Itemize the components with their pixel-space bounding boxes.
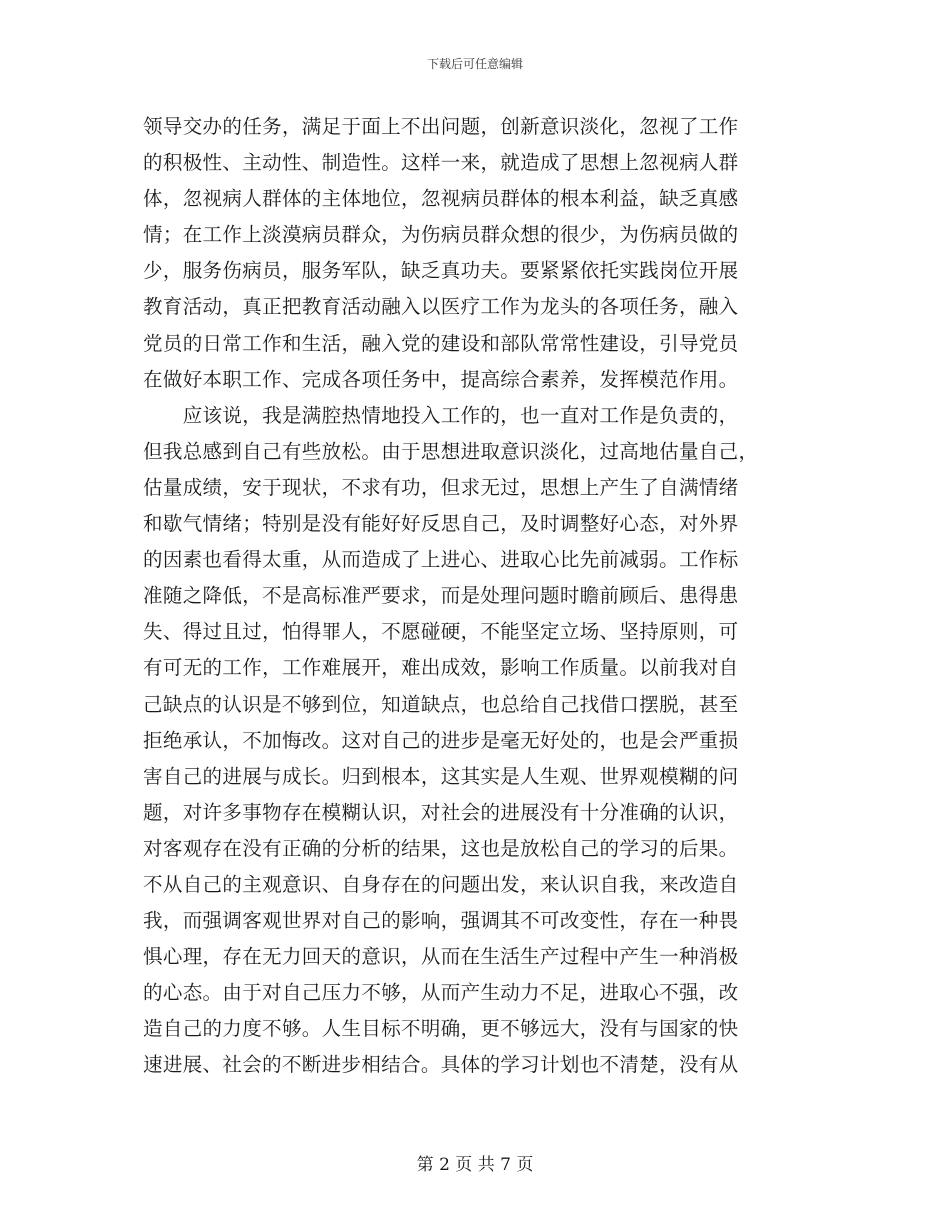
text-line: 领导交办的任务，满足于面上不出问题，创新意识淡化，忽视了工作 xyxy=(143,115,739,138)
text-line: 但我总感到自己有些放松。由于思想进取意识淡化，过高地估量自己， xyxy=(143,439,759,463)
text-line: 情；在工作上淡漠病员群众，为伤病员群众想的很少，为伤病员做的 xyxy=(143,223,739,247)
text-line: 失、得过且过，怕得罪人，不愿碰硬，不能坚定立场、坚持原则，可 xyxy=(143,620,739,644)
text-line: 在做好本职工作、完成各项任务中，提高综合素养，发挥模范作用。 xyxy=(143,367,739,391)
text-line: 估量成绩，安于现状，不求有功，但求无过，思想上产生了自满情绪 xyxy=(143,475,739,499)
text-line: 教育活动，真正把教育活动融入以医疗工作为龙头的各项任务，融入 xyxy=(143,295,739,319)
text-line: 不从自己的主观意识、自身存在的问题出发，来认识自我，来改造自 xyxy=(143,872,739,896)
text-line: 少，服务伤病员，服务军队，缺乏真功夫。要紧紧依托实践岗位开展 xyxy=(143,259,739,283)
text-line: 准随之降低，不是高标准严要求，而是处理问题时瞻前顾后、患得患 xyxy=(143,584,739,608)
text-line: 我，而强调客观世界对自己的影响，强调其不可改变性，存在一种畏 xyxy=(143,909,739,933)
text-line: 有可无的工作，工作难展开，难出成效，影响工作质量。以前我对自 xyxy=(143,656,739,680)
text-line: 害自己的进展与成长。归到根本，这其实是人生观、世界观模糊的问 xyxy=(143,764,739,788)
text-line: 题，对许多事物存在模糊认识，对社会的进展没有十分准确的认识， xyxy=(143,800,739,824)
text-line: 造自己的力度不够。人生目标不明确，更不够远大，没有与国家的快 xyxy=(143,1017,739,1041)
text-line: 和歇气情绪；特别是没有能好好反思自己，及时调整好心态，对外界 xyxy=(143,512,739,536)
text-line: 己缺点的认识是不够到位，知道缺点，也总给自己找借口摆脱，甚至 xyxy=(143,692,739,716)
text-line: 惧心理，存在无力回天的意识，从而在生活生产过程中产生一种消极 xyxy=(143,945,739,969)
text-line: 的因素也看得太重，从而造成了上进心、进取心比先前减弱。工作标 xyxy=(143,548,739,572)
document-body xyxy=(143,109,797,1084)
page-header: 下载后可任意编辑 xyxy=(426,57,523,71)
text-line: 体，忽视病人群体的主体地位，忽视病员群体的根本利益，缺乏真感 xyxy=(143,187,739,211)
text-line: 应该说，我是满腔热情地投入工作的，也一直对工作是负责的， xyxy=(143,403,739,427)
page-footer: 第 2 页 共 7 页 xyxy=(416,1155,534,1175)
text-line: 党员的日常工作和生活，融入党的建设和部队常常性建设，引导党员 xyxy=(143,331,739,355)
text-line: 对客观存在没有正确的分析的结果，这也是放松自己的学习的后果。 xyxy=(143,836,739,860)
text-line: 的积极性、主动性、制造性。这样一来，就造成了思想上忽视病人群 xyxy=(143,151,739,175)
text-line: 的心态。由于对自己压力不够，从而产生动力不足，进取心不强，改 xyxy=(143,981,739,1005)
text-line: 拒绝承认，不加悔改。这对自己的进步是毫无好处的，也是会严重损 xyxy=(143,728,739,752)
text-line: 速进展、社会的不断进步相结合。具体的学习计划也不清楚，没有从 xyxy=(143,1053,739,1077)
